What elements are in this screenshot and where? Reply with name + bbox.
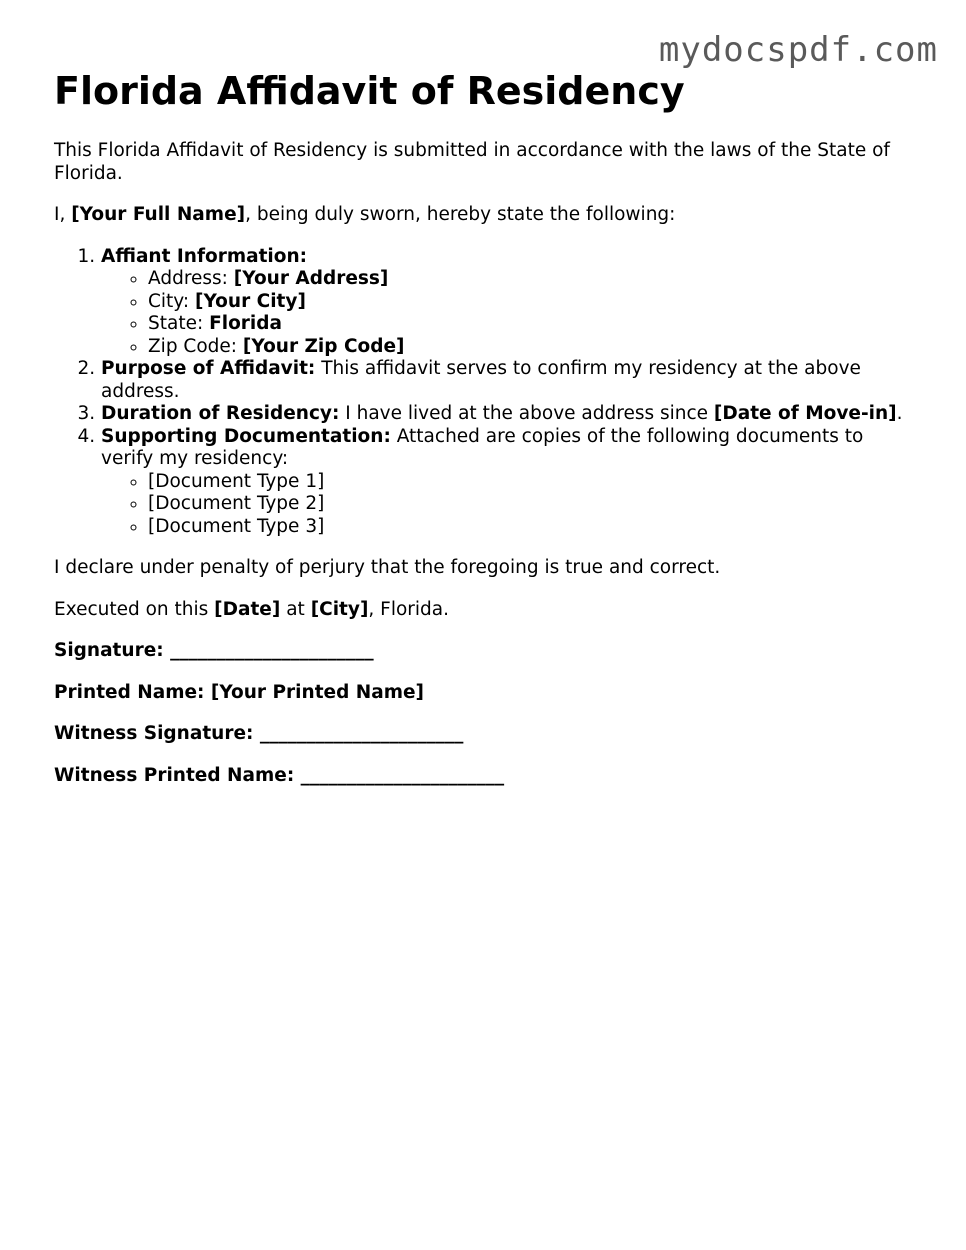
oath-suffix: , being duly sworn, hereby state the following:: [245, 204, 676, 225]
affiant-details: [101, 268, 914, 358]
state-line: [148, 313, 914, 336]
state-label: State:: [148, 313, 210, 334]
address-value: [Your Address]: [233, 268, 389, 289]
signature-line: Signature: ______________________: [54, 640, 374, 661]
state-value: Florida: [209, 313, 282, 334]
document-body: [54, 68, 914, 806]
document-item: ◦ [Document Type 3]: [148, 516, 914, 539]
witness-printed-name-line: Witness Printed Name: ______________________: [54, 764, 505, 786]
full-name-placeholder: [Your Full Name]: [71, 204, 246, 225]
address-line: [148, 268, 914, 291]
executed-city-placeholder: [City]: [310, 598, 369, 620]
supporting-heading: Supporting Documentation:: [101, 425, 391, 447]
city-line: [148, 291, 914, 314]
duration-item: [101, 403, 914, 426]
declaration-paragraph: I declare under penalty of perjury that the foregoing is true and correct.: [54, 557, 721, 578]
document-item: ◦ [Document Type 2]: [148, 493, 914, 516]
executed-prefix: Executed on this: [54, 598, 215, 620]
zip-label: Zip Code:: [148, 335, 243, 357]
purpose-item: [101, 358, 914, 403]
printed-name-line: Printed Name: [Your Printed Name]: [54, 681, 425, 703]
duration-text: I have lived at the above address since: [339, 403, 714, 424]
purpose-heading: Purpose of Affidavit:: [101, 358, 316, 379]
zip-value: [Your Zip Code]: [242, 335, 405, 357]
executed-paragraph: [54, 599, 914, 622]
affiant-information-heading: Affiant Information:: [101, 245, 308, 267]
witness-signature-line: Witness Signature: ______________________: [54, 723, 464, 744]
supporting-documentation-item: [101, 426, 914, 539]
executed-mid: at: [280, 598, 311, 620]
address-label: Address:: [148, 268, 234, 289]
oath-prefix: I,: [54, 204, 72, 225]
duration-heading: Duration of Residency:: [101, 403, 340, 424]
document-list: [101, 471, 914, 539]
oath-paragraph: [54, 204, 914, 227]
affiant-information-item: [101, 246, 914, 359]
executed-suffix: , Florida.: [368, 598, 449, 620]
duration-end: .: [896, 403, 903, 424]
zip-line: [148, 336, 914, 359]
executed-date-placeholder: [Date]: [214, 598, 281, 620]
intro-paragraph: This Florida Affidavit of Residency is submitted in accordance with the laws of the State of Florida.: [54, 140, 890, 184]
supporting-text: Attached are copies of the following documents to verify my residency:: [101, 425, 864, 469]
purpose-text: This affidavit serves to confirm my residency at the above address.: [101, 358, 861, 402]
move-in-date-placeholder: [Date of Move-in]: [713, 403, 897, 424]
affidavit-items: [54, 246, 914, 539]
watermark: mydocspdf.com: [658, 30, 938, 70]
city-label: City:: [148, 290, 196, 312]
document-item: ◦ [Document Type 1]: [148, 471, 914, 494]
city-value: [Your City]: [195, 290, 306, 312]
document-title: Florida Affidavit of Residency: [54, 69, 685, 113]
